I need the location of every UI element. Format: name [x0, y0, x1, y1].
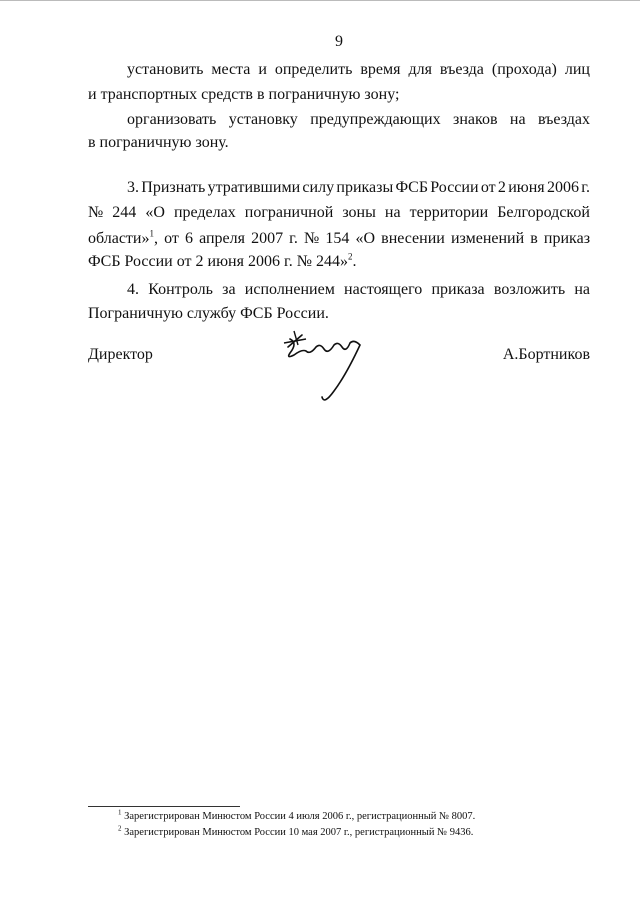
scan-top-edge — [0, 0, 640, 1]
signer-name: А.Бортников — [502, 346, 590, 363]
page-number: 9 — [335, 33, 343, 50]
footnote-text: Зарегистрирован Минюстом России 10 мая 2007 г., регистрационный № 9436. — [124, 827, 474, 838]
text-line — [88, 229, 590, 249]
footnote-separator — [88, 806, 240, 807]
text-fragment: , от 6 апреля 2007 г. № 154 «О внесении изменений в приказ — [153, 230, 591, 247]
text-fragment: . — [352, 253, 357, 270]
text-line: в пограничную зону. — [88, 134, 229, 151]
footnote-ref: 2 — [347, 251, 353, 262]
footnote-number: 1 — [118, 808, 122, 817]
text-line: организовать установку предупреждающих знаков на въездах — [127, 111, 590, 128]
footnote-number: 2 — [118, 824, 122, 833]
text-line — [88, 252, 356, 272]
text-line: 4. Контроль за исполнением настоящего приказа возложить на — [127, 281, 591, 298]
text-line: 3. Признать утратившими силу приказы ФСБ России от 2 июня 2006 г. — [127, 179, 591, 196]
handwritten-signature — [280, 325, 375, 410]
footnote — [118, 810, 475, 823]
text-fragment: области» — [88, 230, 150, 247]
footnote-text: Зарегистрирован Минюстом России 4 июля 2006 г., регистрационный № 8007. — [124, 811, 476, 822]
text-line: № 244 «О пределах пограничной зоны на территории Белгородской — [88, 204, 590, 221]
text-line: установить места и определить время для въезда (прохода) лиц — [127, 61, 590, 78]
text-line: и транспортных средств в пограничную зону; — [88, 86, 400, 103]
footnote — [118, 826, 473, 839]
text-fragment: ФСБ России от 2 июня 2006 г. № 244» — [88, 253, 348, 270]
signer-position: Директор — [88, 346, 153, 363]
footnote-ref: 1 — [149, 228, 154, 239]
text-line: Пограничную службу ФСБ России. — [88, 305, 329, 322]
